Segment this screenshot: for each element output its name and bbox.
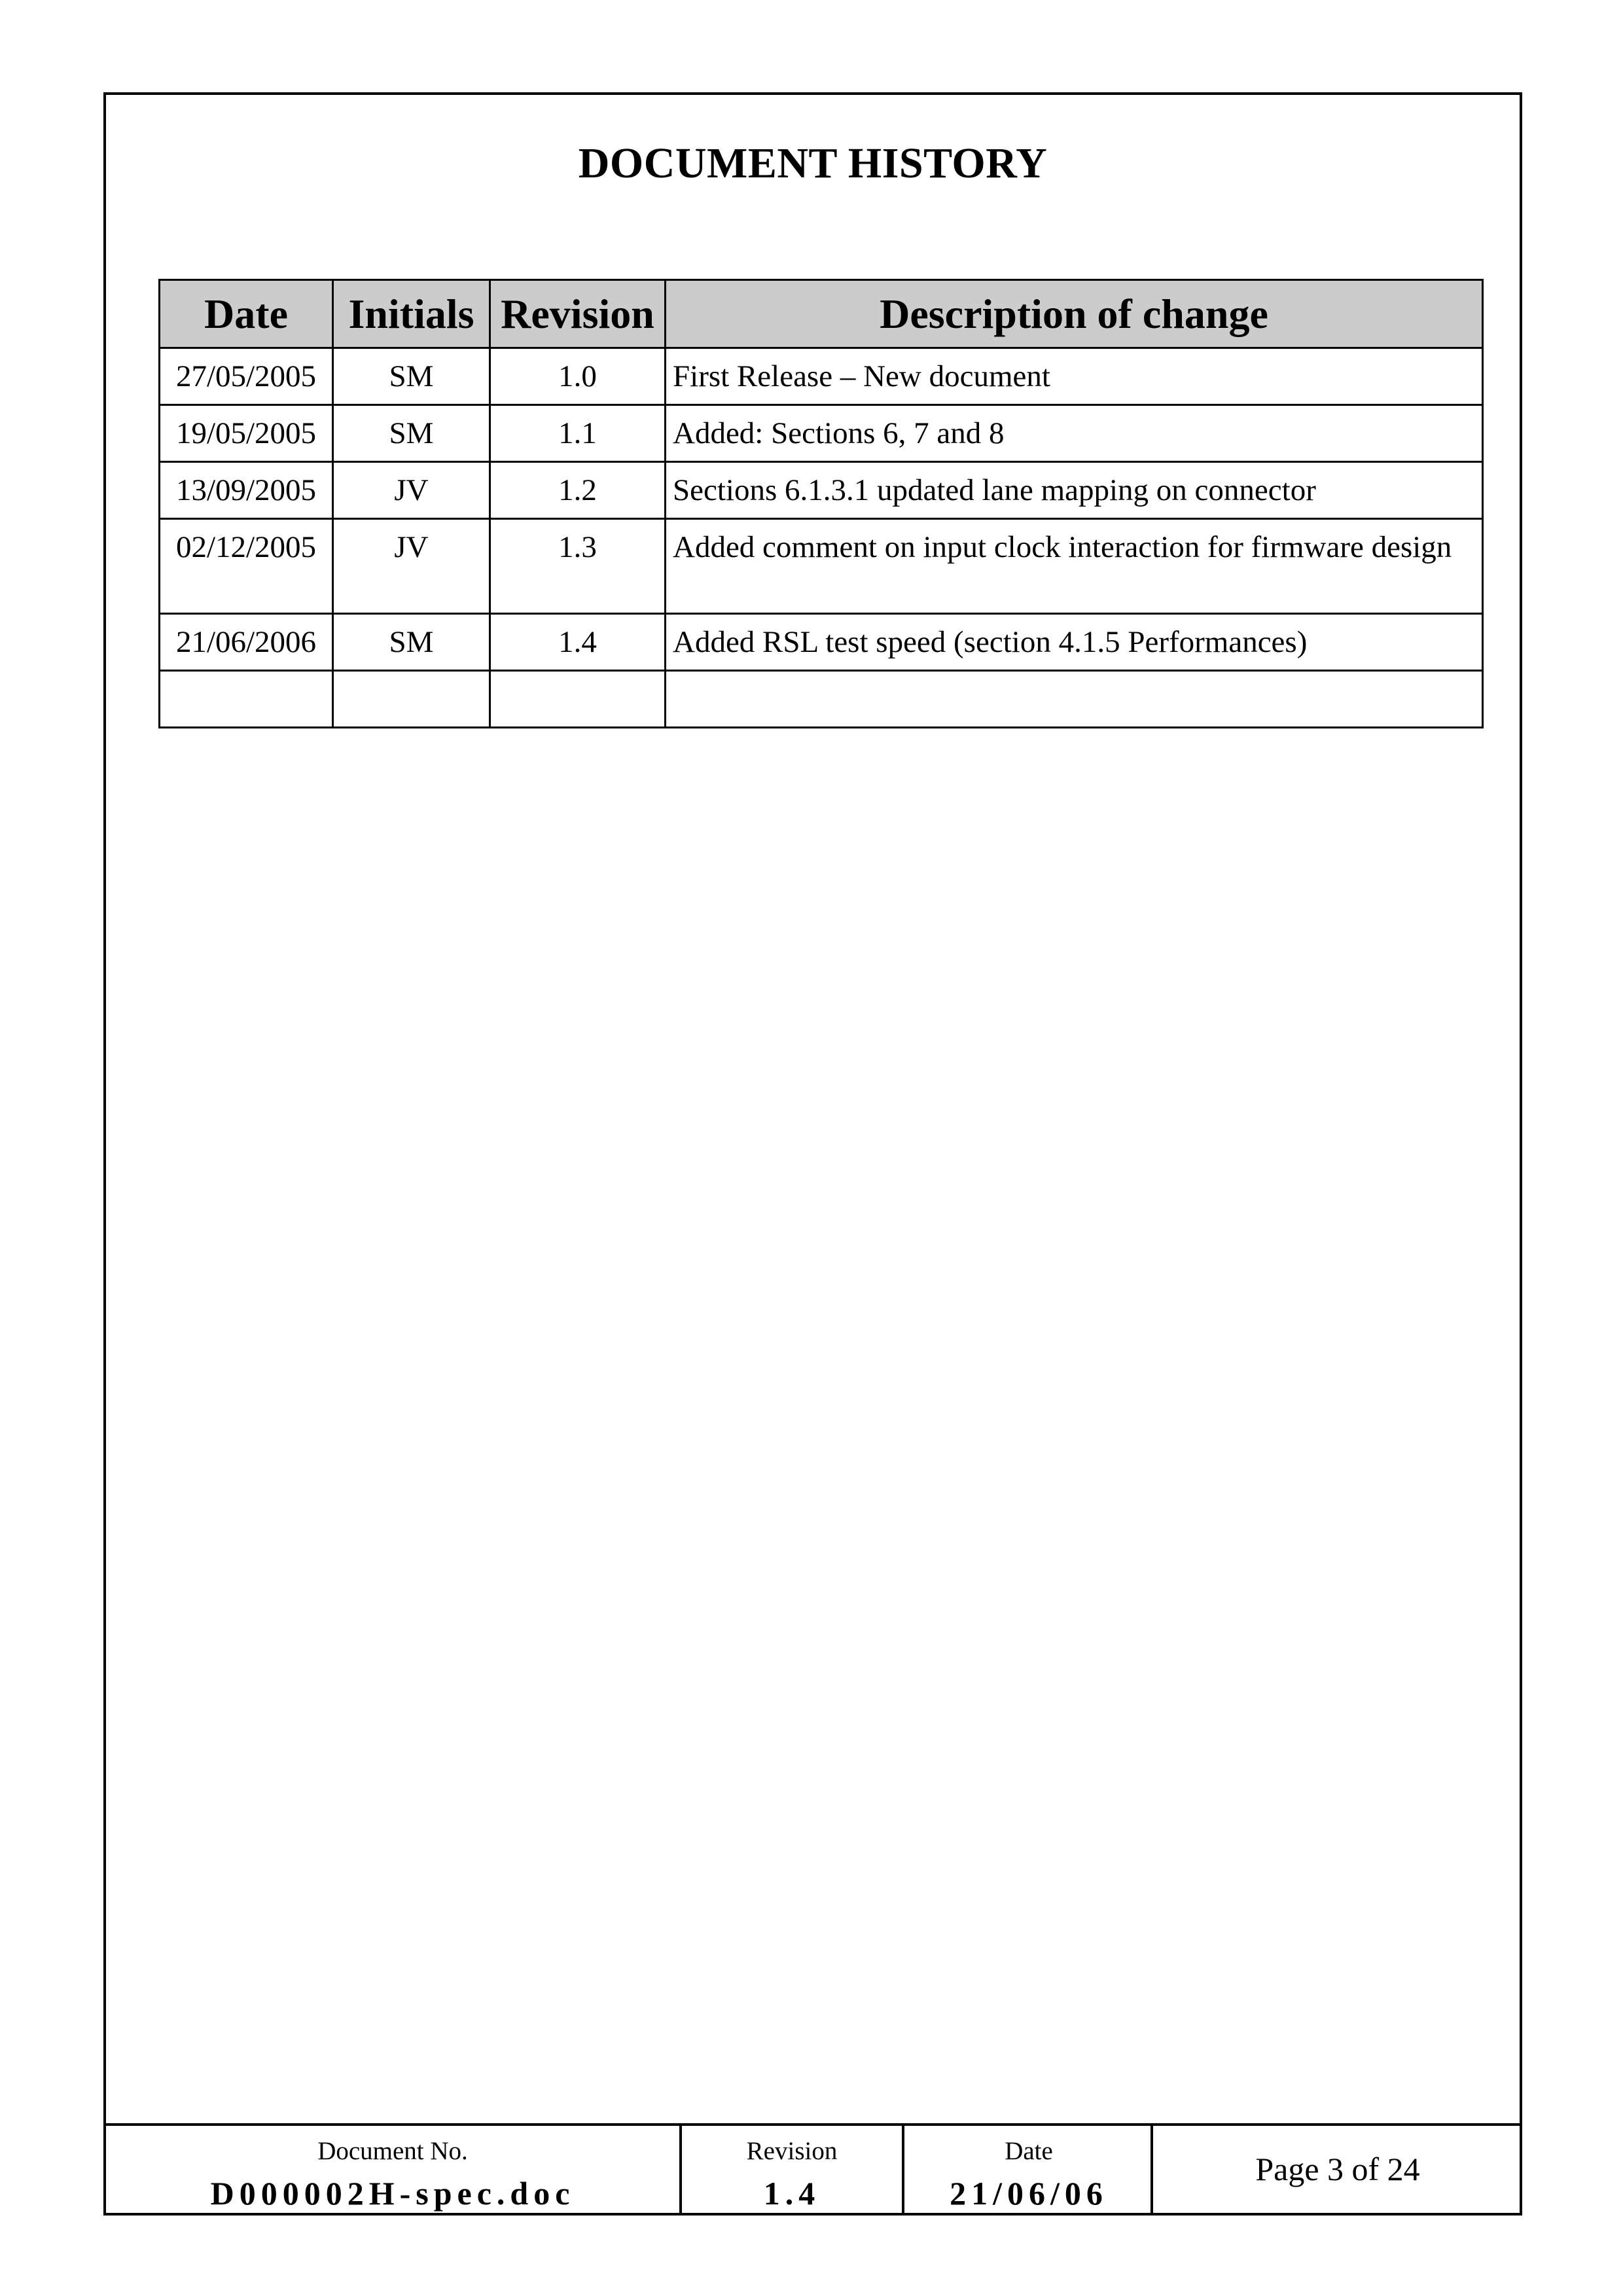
header-date: Date (160, 280, 333, 348)
cell-description: Added RSL test speed (section 4.1.5 Performances) (666, 614, 1483, 671)
cell-description (666, 671, 1483, 728)
date-label: Date (1005, 2137, 1053, 2165)
table-row (160, 519, 1483, 614)
table-row (160, 405, 1483, 462)
footer-revision (682, 2126, 904, 2215)
cell-initials: SM (333, 614, 490, 671)
cell-revision: 1.1 (490, 405, 666, 462)
page-number: Page 3 of 24 (1150, 2123, 1522, 2215)
cell-initials: JV (333, 519, 490, 614)
page-footer (106, 2123, 1520, 2215)
cell-revision: 1.3 (490, 519, 666, 614)
cell-date: 21/06/2006 (160, 614, 333, 671)
table-row (160, 614, 1483, 671)
table-header-row (160, 280, 1483, 348)
footer-document-no (106, 2126, 682, 2215)
cell-description: First Release – New document (666, 348, 1483, 405)
header-revision: Revision (490, 280, 666, 348)
document-no-label: Document No. (317, 2137, 468, 2165)
document-history-table (158, 279, 1484, 728)
cell-description: Added comment on input clock interaction for firmware design (666, 519, 1483, 614)
table-row (160, 671, 1483, 728)
cell-initials: SM (333, 405, 490, 462)
cell-date: 13/09/2005 (160, 462, 333, 519)
cell-date: 19/05/2005 (160, 405, 333, 462)
revision-value: 1.4 (763, 2175, 821, 2212)
cell-initials: JV (333, 462, 490, 519)
header-initials: Initials (333, 280, 490, 348)
page-title: DOCUMENT HISTORY (578, 139, 1048, 187)
cell-date (160, 671, 333, 728)
footer-date (904, 2126, 1153, 2215)
cell-initials (333, 671, 490, 728)
cell-revision: 1.0 (490, 348, 666, 405)
cell-revision (490, 671, 666, 728)
table-row (160, 462, 1483, 519)
document-no-value: D000002H-spec.doc (210, 2175, 575, 2212)
cell-initials: SM (333, 348, 490, 405)
cell-description: Added: Sections 6, 7 and 8 (666, 405, 1483, 462)
revision-label: Revision (746, 2137, 838, 2165)
table-row (160, 348, 1483, 405)
cell-revision: 1.2 (490, 462, 666, 519)
page-frame (103, 92, 1522, 2215)
header-description: Description of change (666, 280, 1483, 348)
cell-description: Sections 6.1.3.1 updated lane mapping on connector (666, 462, 1483, 519)
date-value: 21/06/06 (950, 2175, 1108, 2212)
cell-date: 27/05/2005 (160, 348, 333, 405)
cell-revision: 1.4 (490, 614, 666, 671)
cell-date: 02/12/2005 (160, 519, 333, 614)
